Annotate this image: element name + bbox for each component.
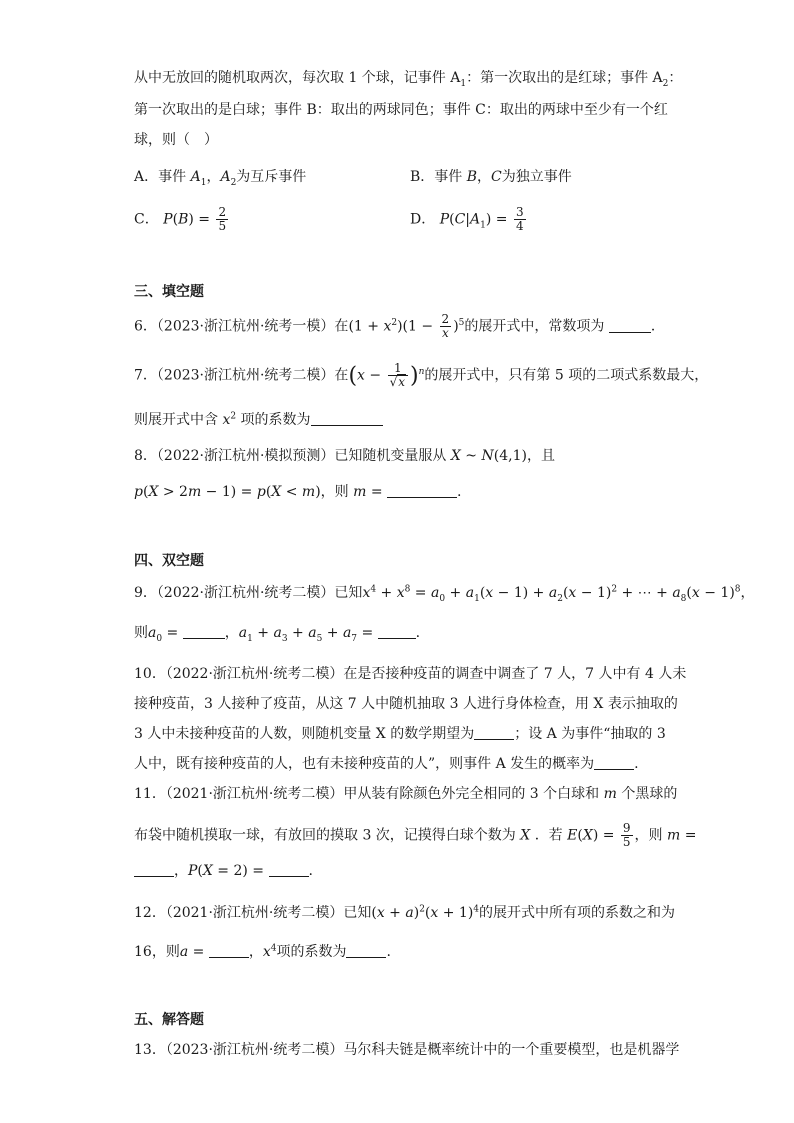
q8-line2: p(X > 2m − 1) = p(X < m)，则 m = .: [134, 484, 462, 500]
q10-blank-2[interactable]: [594, 755, 634, 770]
q11-line3: ，P(X = 2) = .: [134, 861, 313, 881]
section-double-blank: 四、双空题: [134, 553, 204, 569]
q11-line2: 布袋中随机摸取一球，有放回的摸取 3 次，记摸得白球个数为 X ．若 E(X) = $\frac{9}{5}$ ，则 m =: [134, 821, 697, 849]
q11: 11．（2021·浙江杭州·统考二模）甲从装有除颜色外完全相同的 3 个白球和 m 个黑球的: [134, 786, 678, 802]
q5-option-d: D． $P(C|A_1)$ = $\frac{3}{4}$: [410, 205, 524, 233]
section-fill-in: 三、填空题: [134, 284, 204, 300]
q6-answer-blank[interactable]: [609, 318, 651, 333]
q11-blank-2[interactable]: [269, 862, 309, 877]
q10-blank-1[interactable]: [474, 725, 514, 740]
section-answer: 五、解答题: [134, 1012, 204, 1028]
q5-option-b: B．事件 B，C为独立事件: [410, 169, 572, 185]
q13-line1: 13．（2023·浙江杭州·统考二模）马尔科夫链是概率统计中的一个重要模型，也是机器学: [134, 1042, 680, 1058]
q12-blank-2[interactable]: [346, 943, 386, 958]
q8-answer-blank[interactable]: [387, 483, 457, 498]
q9-blank-1[interactable]: [183, 624, 225, 639]
q5-line1: 从中无放回的随机取两次，每次取 1 个球，记事件 $A_1$：第一次取出的是红球；事件 $A_2$：: [134, 70, 683, 89]
q5-line3: 球，则（ ）: [134, 132, 218, 148]
q10-line3: 3 人中未接种疫苗的人数，则随机变量 X 的数学期望为 ；设 A 为事件“抽取的 3: [134, 726, 666, 742]
q10-line1: 10．（2022·浙江杭州·统考二模）在是否接种疫苗的调查中调查了 7 人，7 人中有 4 人未: [134, 666, 687, 682]
q8: 8．（2022·浙江杭州·模拟预测）已知随机变量服从 X ~ N(4,1)，且: [134, 448, 555, 464]
q6: 6．（2023·浙江杭州·统考一模）在$(1 + x^2)(1$ − $\frac{2}{x}$ )$^5$的展开式中，常数项为 ．: [134, 312, 665, 340]
q9-line2: 则$a_0$ = ，$a_1 + a_3 + a_5 + a_7$ = .: [134, 625, 421, 644]
q10-line4: 人中，既有接种疫苗的人，也有未接种疫苗的人”，则事件 A 发生的概率为 .: [134, 756, 639, 772]
q9-blank-2[interactable]: [378, 624, 416, 639]
q7: 7．（2023·浙江杭州·统考二模）在(x − $\frac{1}{√x}$ )$^n$的展开式中，只有第 5 项的二项式系数最大，: [134, 361, 709, 389]
q12-blank-1[interactable]: [209, 943, 249, 958]
q10-line2: 接种疫苗，3 人接种了疫苗，从这 7 人中随机抽取 3 人进行身体检查，用 X 表示抽取的: [134, 696, 678, 712]
q11-blank-1[interactable]: [134, 862, 174, 877]
q9: 9．（2022·浙江杭州·统考二模）已知$x^4 + x^8 = a_0 + a_1(x - 1) + a_2(x - 1)^2$ + ⋯ + $a_8(x - 1)^8$，: [134, 584, 755, 604]
q12-line2: 16，则a = ，$x^4$项的系数为 .: [134, 943, 391, 960]
q5-line2: 第一次取出的是白球；事件 B：取出的两球同色；事件 C：取出的两球中至少有一个红: [134, 102, 668, 118]
q7-answer-blank[interactable]: [311, 411, 383, 426]
q5-option-a: A．事件 $A_1$，$A_2$为互斥事件: [134, 169, 307, 188]
q12: 12．（2021·浙江杭州·统考二模）已知$(x + a)^2(x + 1)^4$的展开式中所有项的系数之和为: [134, 904, 676, 921]
q5-option-c: C． P(B) = $\frac{2}{5}$: [134, 205, 227, 233]
q7-line2: 则展开式中含 $x^2$ 项的系数为: [134, 410, 383, 430]
